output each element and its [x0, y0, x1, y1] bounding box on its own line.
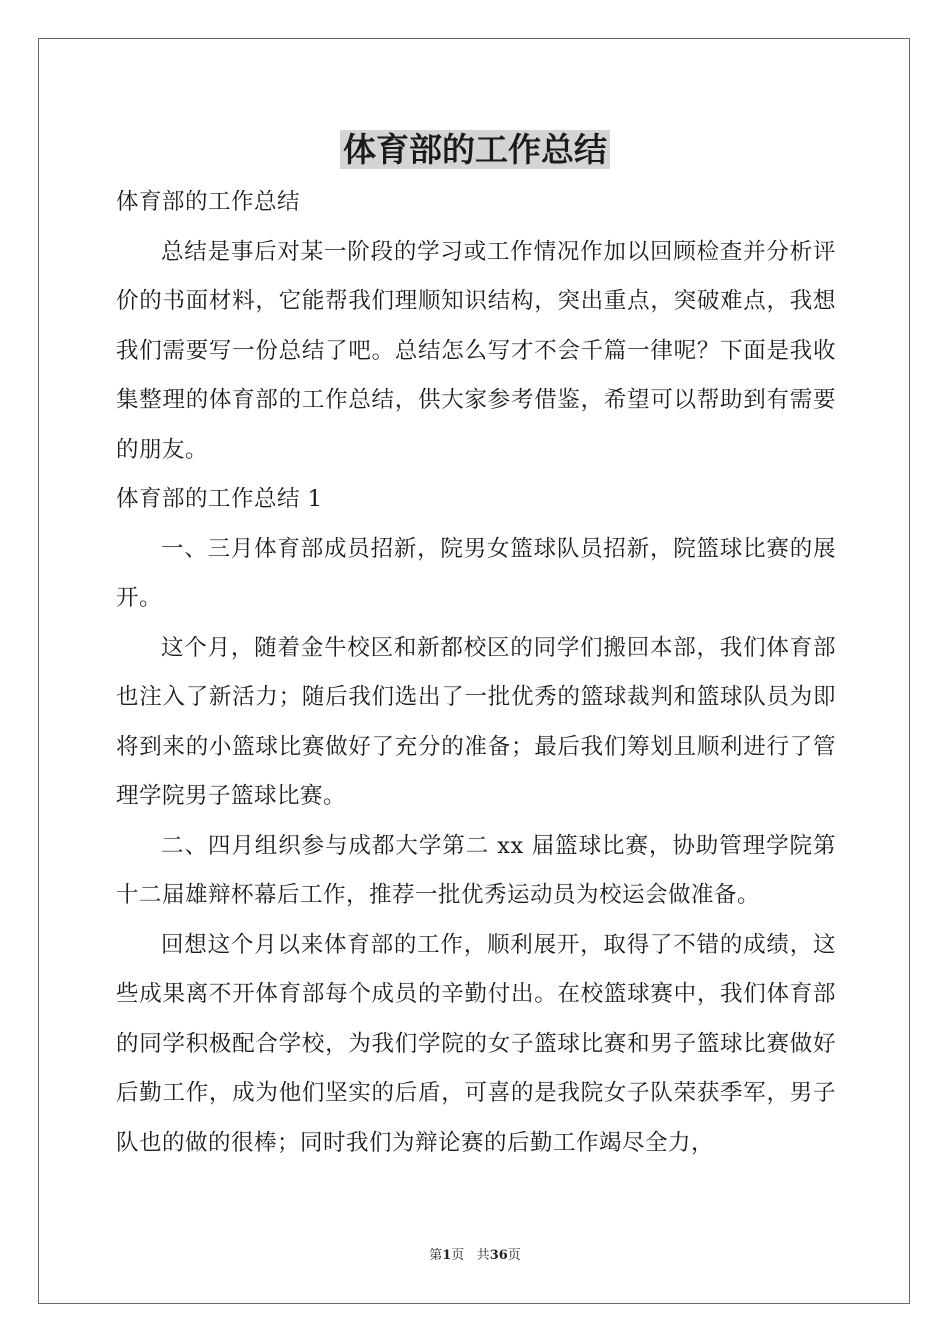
total-pages-number: 36: [489, 1248, 508, 1263]
paragraph-subtitle: 体育部的工作总结: [116, 189, 301, 215]
current-page-number: 1: [442, 1248, 452, 1263]
paragraph-review: 回想这个月以来体育部的工作，顺利展开，取得了不错的成绩，这些成果离不开体育部每个成员的辛勤付出。在校篮球赛中，我们体育部的同学积极配合学校，为我们学院的女子篮球比赛和男子篮球比赛做好后勤工作，成为他们坚实的后盾，可喜的是我院女子队荣获季军，男子队也的做的很棒；同时我们为辩论赛的后勤工作竭尽全力，: [116, 931, 836, 1156]
page-suffix: 页: [451, 1248, 465, 1263]
document-title-text: 体育部的工作总结: [340, 130, 610, 169]
document-body: [116, 178, 836, 1168]
section-heading: 体育部的工作总结 1: [116, 486, 323, 512]
page-footer: [0, 1247, 950, 1265]
total-prefix: 共: [476, 1248, 490, 1263]
document-title: [0, 126, 950, 174]
paragraph-march: 一、三月体育部成员招新，院男女篮球队员招新，院篮球比赛的展开。: [116, 535, 836, 611]
paragraph-intro: 总结是事后对某一阶段的学习或工作情况作加以回顾检查并分析评价的书面材料，它能帮我们理顺知识结构，突出重点，突破难点，我想我们需要写一份总结了吧。总结怎么写才不会千篇一律呢？下面是我收集整理的体育部的工作总结，供大家参考借鉴，希望可以帮助到有需要的朋友。: [116, 238, 836, 463]
total-suffix: 页: [507, 1248, 521, 1263]
paragraph-april: 二、四月组织参与成都大学第二 xx 届篮球比赛，协助管理学院第十二届雄辩杯幕后工作，推荐一批优秀运动员为校运会做准备。: [116, 832, 836, 908]
page-prefix: 第: [429, 1248, 443, 1263]
paragraph-march-detail: 这个月，随着金牛校区和新都校区的同学们搬回本部，我们体育部也注入了新活力；随后我们选出了一批优秀的篮球裁判和篮球队员为即将到来的小篮球比赛做好了充分的准备；最后我们筹划且顺利进行了管理学院男子篮球比赛。: [116, 634, 836, 809]
